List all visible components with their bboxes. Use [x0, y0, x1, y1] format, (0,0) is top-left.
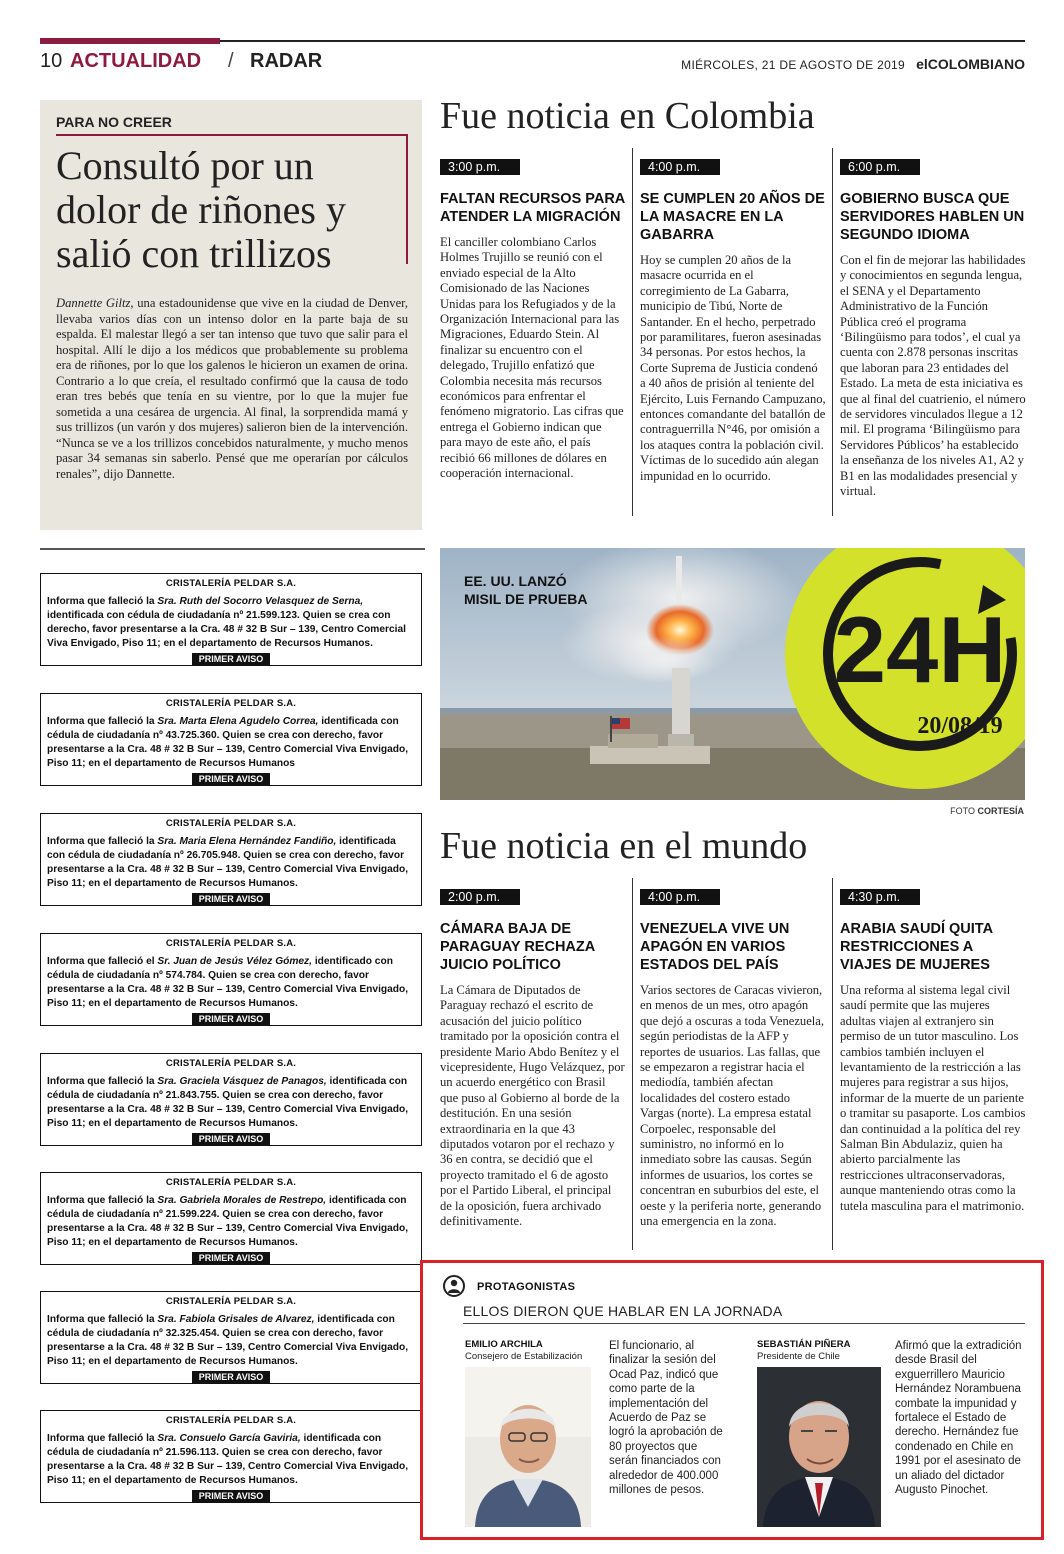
obituary-notice	[40, 1410, 422, 1503]
ad-person-name: Sra. Ruth del Socorro Velasquez de Serna,	[157, 596, 364, 607]
news-body: Varios sectores de Caracas vivieron, en menos de un mes, otro apagón que dejó a oscuras a toda Venezuela, según periodistas de la AFP y reportes de usuarios. Las fallas, que se empezaron a registrar hacia el mediodía, también afectan localidades del costero estado Vargas (norte). La empresa estatal Corpoelec, responsable del suministro, no informó en lo inmediato sobre las causas. Según informes de usuarios, los cortes se concentran en suburbios del este, el oeste y la periferia norte, generando una emergencia en la zona.	[640, 983, 825, 1229]
ad-person-name: Sra. Maria Elena Hernández Fandiño,	[157, 836, 337, 847]
pnc-headline[interactable]: Consultó por un dolor de riñones y salió con trillizos	[56, 143, 346, 276]
ad-person-name: Sr. Juan de Jesús Vélez Gómez,	[157, 956, 312, 967]
ad-company: CRISTALERÍA PELDAR S.A.	[165, 818, 297, 829]
section-separator: /	[228, 50, 234, 72]
avatar[interactable]	[465, 1367, 591, 1527]
ad-text	[47, 1432, 415, 1488]
person-name: SEBASTIÁN PIÑERA	[757, 1339, 851, 1350]
person-name: EMILIO ARCHILA	[465, 1339, 543, 1350]
news-body: Hoy se cumplen 20 años de la masacre ocurrida en el corregimiento de La Gabarra, municipio de Tibú, Norte de Santander. En el hecho, perpetrado por paramilitares, fueron asesinadas 34 personas. Por estos hechos, la Corte Suprema de Justicia condenó a 40 años de prisión al teniente del Ejército, Luis Fernando Campuzano, entonces comandante del batallón de contraguerrilla N°46, por omisión a los ataques contra la población civil. Víctimas de lo sucedido aún alegan impunidad en lo ocurrido.	[640, 253, 826, 483]
obituary-notice	[40, 1172, 422, 1265]
news-body: La Cámara de Diputados de Paraguay rechazó el escrito de acusación del juicio político tramitado por la oposición contra el presidente Mario Abdo Benítez y el vicepresidente, Hugo Velázquez, por un acuerdo energético con Brasil que puso al Gobierno al borde de la destitución. En una sesión extraordinaria en la que 43 diputados votaron por el rechazo y 36 en contra, se decidió que el proyecto tramitado el 6 de agosto por el Partido Liberal, el principal de la oposición, fuera archivado definitivamente.	[440, 983, 625, 1229]
ad-text-pre: Informa que falleció el	[47, 956, 158, 967]
protagonistas-box	[420, 1260, 1044, 1540]
photo-credit-prefix: FOTO	[950, 806, 978, 816]
obituary-notice	[40, 813, 422, 906]
section-name[interactable]: ACTUALIDAD	[70, 50, 202, 72]
colombia-item-3	[836, 158, 1026, 500]
ad-person-name: Sra. Consuelo García Gaviria,	[157, 1433, 301, 1444]
time-badge: 4:00 p.m.	[640, 889, 720, 905]
ad-text-pre: Informa que falleció la	[47, 1433, 158, 1444]
news-headline[interactable]: CÁMARA BAJA DE PARAGUAY RECHAZA JUICIO POLÍTICO	[440, 921, 595, 973]
pnc-kicker: PARA NO CREER	[56, 114, 172, 130]
mundo-item-3	[836, 888, 1026, 1214]
portrait-archila	[465, 1367, 591, 1527]
badge-date-text: 20/08/19	[917, 713, 1003, 739]
time-badge: 6:00 p.m.	[840, 159, 920, 175]
ad-text-post: identificada con cédula de ciudadanía nº 21.599.123. Quien se crea con derecho, favor presentarse a la Cra. 48 # 32 B Sur – 139, Centro Comercial Viva Envigado, Piso 11; en el departamento de Recursos Humanos.	[47, 610, 406, 649]
obituary-notice	[40, 1053, 422, 1146]
ad-text-post: identificado con cédula de ciudadanía nº 574.784. Quien se crea con derecho, favor presentarse a la Cra. 48 # 32 B Sur – 139, Centro Comercial Viva Envigado, Piso 11; en el departamento de Recursos Humanos.	[47, 956, 409, 1009]
para-no-creer-box	[40, 100, 422, 530]
person-role: Presidente de Chile	[757, 1351, 840, 1362]
ad-text	[47, 1313, 415, 1369]
news-headline[interactable]: GOBIERNO BUSCA QUE SERVIDORES HABLEN UN SEGUNDO IDIOMA	[840, 191, 1025, 243]
pnc-body-text: , una estadounidense que vive en la ciudad de Denver, llevaba varios días con un intenso dolor en la parte baja de su espalda. El malestar llegó a ser tan intenso que tuvo que salir para el hospital. Allí le dijo a los médicos que probablemente su problema era de riñones, por lo que los galenos le hicieron un examen de orina. Contrario a lo que creía, el resultado confirmó que la causa de todo eran tres bebés que tenía en su vientre, por lo que la mujer fue sometida a una cesárea de urgencia. Al final, la sorprendida mamá y sus trillizos (un varón y dos mujeres) salieron bien de la intervención. “Nunca se ve a los trillizos concebidos naturalmente, y mucho menos pasar 34 semanas sin saberlo. Pensé que me operarían por cálculos renales”, dijo Dannette.	[56, 296, 408, 481]
news-headline[interactable]: FALTAN RECURSOS PARA ATENDER LA MIGRACIÓN	[440, 191, 625, 225]
ad-company: CRISTALERÍA PELDAR S.A.	[165, 1296, 297, 1307]
time-badge: 3:00 p.m.	[440, 159, 520, 175]
photo-caption-line-2: MISIL DE PRUEBA	[464, 591, 588, 607]
news-headline[interactable]: ARABIA SAUDÍ QUITA RESTRICCIONES A VIAJES DE MUJERES	[840, 921, 993, 973]
ad-company: CRISTALERÍA PELDAR S.A.	[165, 578, 297, 589]
subsection-name[interactable]: RADAR	[250, 50, 323, 72]
ad-text-pre: Informa que falleció la	[47, 836, 158, 847]
time-badge: 2:00 p.m.	[440, 889, 520, 905]
avatar[interactable]	[757, 1367, 881, 1527]
mundo-section-title: Fue noticia en el mundo	[440, 825, 808, 867]
ad-person-name: Sra. Graciela Vásquez de Panagos,	[157, 1076, 327, 1087]
column-rule	[632, 878, 633, 1250]
ad-tag: PRIMER AVISO	[192, 1490, 270, 1502]
ad-text	[47, 955, 415, 1011]
ad-text-pre: Informa que falleció la	[47, 716, 158, 727]
ad-text-post: identificada con cédula de ciudadanía nº 26.705.948. Quien se crea con derecho, favor presentarse a la Cra. 48 # 32 B Sur – 139, Centro Comercial Viva Envigado, Piso 11; en el departamento de Recursos Humanos.	[47, 836, 409, 889]
header-accent-bar	[40, 38, 220, 44]
ad-text-pre: Informa que falleció la	[47, 1076, 158, 1087]
ad-company: CRISTALERÍA PELDAR S.A.	[165, 1058, 297, 1069]
news-body: Una reforma al sistema legal civil saudí permite que las mujeres adultas viajen al extranjero sin permiso de un tutor masculino. Los cambios también incluyen el levantamiento de la restricción a las mujeres para registrar a sus hijos, informar de la muerte de un pariente o tramitar su pasaporte. Los cambios dan continuidad a la política del rey Salman Bin Abdulaziz, quien ha abierto parcialmente las restricciones ultraconservadoras, aunque manteniendo otras como la tutela masculina para el matrimonio.	[840, 983, 1026, 1213]
person-quote: Afirmó que la extradición desde Brasil del exguerrillero Mauricio Hernández Norambuena combate la impunidad y fortalece el Estado de derecho. Hernández fue condenado en Chile en 1991 por el asesinato de un aliado del dictador Augusto Pinochet.	[895, 1340, 1022, 1497]
pnc-vertical-rule	[406, 134, 408, 264]
ad-text-post: identificada con cédula de ciudadanía nº 43.725.360. Quien se crea con derecho, favor presentarse a la Cra. 48 # 32 B Sur – 139, Centro Comercial Viva Envigado, Piso 11; en el departamento de Recursos Humanos	[47, 716, 409, 769]
issue-date: MIÉRCOLES, 21 DE AGOSTO DE 2019	[681, 58, 905, 72]
portrait-pinera	[757, 1367, 881, 1527]
obituary-notice	[40, 693, 422, 786]
column-rule	[832, 878, 833, 1250]
pnc-body-lead: Dannette Giltz	[56, 296, 131, 310]
news-body: Con el fin de mejorar las habilidades y conocimientos en segunda lengua, el SENA y el Departamento Administrativo de la Función Pública creó el programa ‘Bilingüismo para todos’, el cual ya cuenta con 2.878 personas inscritas que laboran para 23 entidades del Estado. La meta de esta iniciativa es que al final del cuatrienio, el número de servidores vinculados llegue a 12 mil. El programa ‘Bilingüismo para Servidores Públicos’ ha establecido la enseñanza de los niveles A1, A2 y B1 en las modalidades presencial y virtual.	[840, 253, 1026, 499]
protagonistas-rule	[463, 1323, 1025, 1324]
ad-tag: PRIMER AVISO	[192, 1013, 270, 1025]
colombia-section-title: Fue noticia en Colombia	[440, 95, 815, 137]
ad-person-name: Sra. Fabiola Grisales de Alvarez,	[157, 1314, 315, 1325]
ad-company: CRISTALERÍA PELDAR S.A.	[165, 938, 297, 949]
obituary-notice	[40, 933, 422, 1026]
obituary-notice	[40, 573, 422, 666]
ad-text-post: identificada con cédula de ciudadanía nº 21.596.113. Quien se crea con derecho, favor presentarse a la Cra. 48 # 32 B Sur – 139, Centro Comercial Viva Envigado, Piso 11; en el departamento de Recursos Humanos.	[47, 1433, 409, 1486]
mundo-item-2	[636, 888, 826, 1230]
colombia-item-1	[436, 158, 626, 482]
ad-text-pre: Informa que falleció la	[47, 596, 158, 607]
ad-person-name: Sra. Gabriela Morales de Restrepo,	[157, 1195, 327, 1206]
protagonistas-kicker: PROTAGONISTAS	[477, 1281, 576, 1293]
ad-company: CRISTALERÍA PELDAR S.A.	[165, 698, 297, 709]
ad-text	[47, 595, 415, 651]
ad-text-pre: Informa que falleció la	[47, 1314, 158, 1325]
mundo-item-1	[436, 888, 626, 1230]
photo-credit	[950, 806, 1024, 816]
ad-tag: PRIMER AVISO	[192, 653, 270, 665]
ad-text-pre: Informa que falleció la	[47, 1195, 158, 1206]
news-headline[interactable]: VENEZUELA VIVE UN APAGÓN EN VARIOS ESTADOS DEL PAÍS	[640, 921, 790, 973]
person-icon	[443, 1275, 465, 1297]
person-icon-glyph	[445, 1277, 463, 1295]
ad-text-post: identificada con cédula de ciudadanía nº 21.599.224. Quien se crea con derecho, favor presentarse a la Cra. 48 # 32 B Sur – 139, Centro Comercial Viva Envigado, Piso 11; en el departamento de Recursos Humanos.	[47, 1195, 409, 1248]
ad-text	[47, 835, 415, 891]
time-badge: 4:30 p.m.	[840, 889, 920, 905]
photo-credit-name: CORTESÍA	[977, 806, 1024, 816]
news-headline[interactable]: SE CUMPLEN 20 AÑOS DE LA MASACRE EN LA GABARRA	[640, 191, 825, 243]
ad-person-name: Sra. Marta Elena Agudelo Correa,	[157, 716, 319, 727]
person-quote: El funcionario, al finalizar la sesión del Ocad Paz, indicó que como parte de la implementación del Acuerdo de Paz se logró la aprobación de 80 proyectos que serán financiados con alrededor de 400.000 millones de pesos.	[609, 1340, 723, 1497]
column-rule	[832, 148, 833, 516]
obituary-notice	[40, 1291, 422, 1384]
ad-text	[47, 1194, 415, 1250]
ad-text-post: identificada con cédula de ciudadanía nº 32.325.454. Quien se crea con derecho, favor presentarse a la Cra. 48 # 32 B Sur – 139, Centro Comercial Viva Envigado, Piso 11; en el departamento de Recursos Humanos.	[47, 1314, 409, 1367]
ad-tag: PRIMER AVISO	[192, 1252, 270, 1264]
news-body: El canciller colombiano Carlos Holmes Trujillo se reunió con el enviado especial de la Alto Comisionado de las Naciones Unidas para los Refugiados y de la Organización Internacional para las Migraciones, Eduardo Stein. Al finalizar su encuentro con el delegado, Trujillo enfatizó que Colombia necesita más recursos económicos para enfrentar el fenómeno migratorio. Las cifras que entrega el Gobierno indican que para mayo de este año, el país recibió 66 millones de dólares en cooperación internacional.	[440, 235, 624, 481]
ad-text	[47, 715, 415, 771]
photo-caption-line-1: EE. UU. LANZÓ	[464, 573, 567, 589]
pnc-rule	[56, 134, 408, 136]
page-header	[40, 50, 1025, 76]
ad-company: CRISTALERÍA PELDAR S.A.	[165, 1415, 297, 1426]
page-number: 10	[40, 50, 63, 72]
pnc-body	[56, 296, 408, 482]
newspaper-logo[interactable]: elCOLOMBIANO	[916, 56, 1025, 72]
ad-company: CRISTALERÍA PELDAR S.A.	[165, 1177, 297, 1188]
badge-24h-text: 24H	[833, 597, 1007, 702]
ad-tag: PRIMER AVISO	[192, 773, 270, 785]
colombia-item-2	[636, 158, 826, 484]
person-role: Consejero de Estabilización	[465, 1351, 583, 1362]
ads-top-rule	[40, 548, 425, 550]
ad-tag: PRIMER AVISO	[192, 1371, 270, 1383]
ad-tag: PRIMER AVISO	[192, 1133, 270, 1145]
column-rule	[632, 148, 633, 516]
protagonistas-subtitle: ELLOS DIERON QUE HABLAR EN LA JORNADA	[463, 1303, 783, 1319]
time-badge: 4:00 p.m.	[640, 159, 720, 175]
ad-tag: PRIMER AVISO	[192, 893, 270, 905]
ad-text	[47, 1075, 415, 1131]
photo-caption	[464, 572, 587, 608]
ad-text-post: identificada con cédula de ciudadanía nº 21.843.755. Quien se crea con derecho, favor presentarse a la Cra. 48 # 32 B Sur – 139, Centro Comercial Viva Envigado, Piso 11; en el departamento de Recursos Humanos.	[47, 1076, 409, 1129]
